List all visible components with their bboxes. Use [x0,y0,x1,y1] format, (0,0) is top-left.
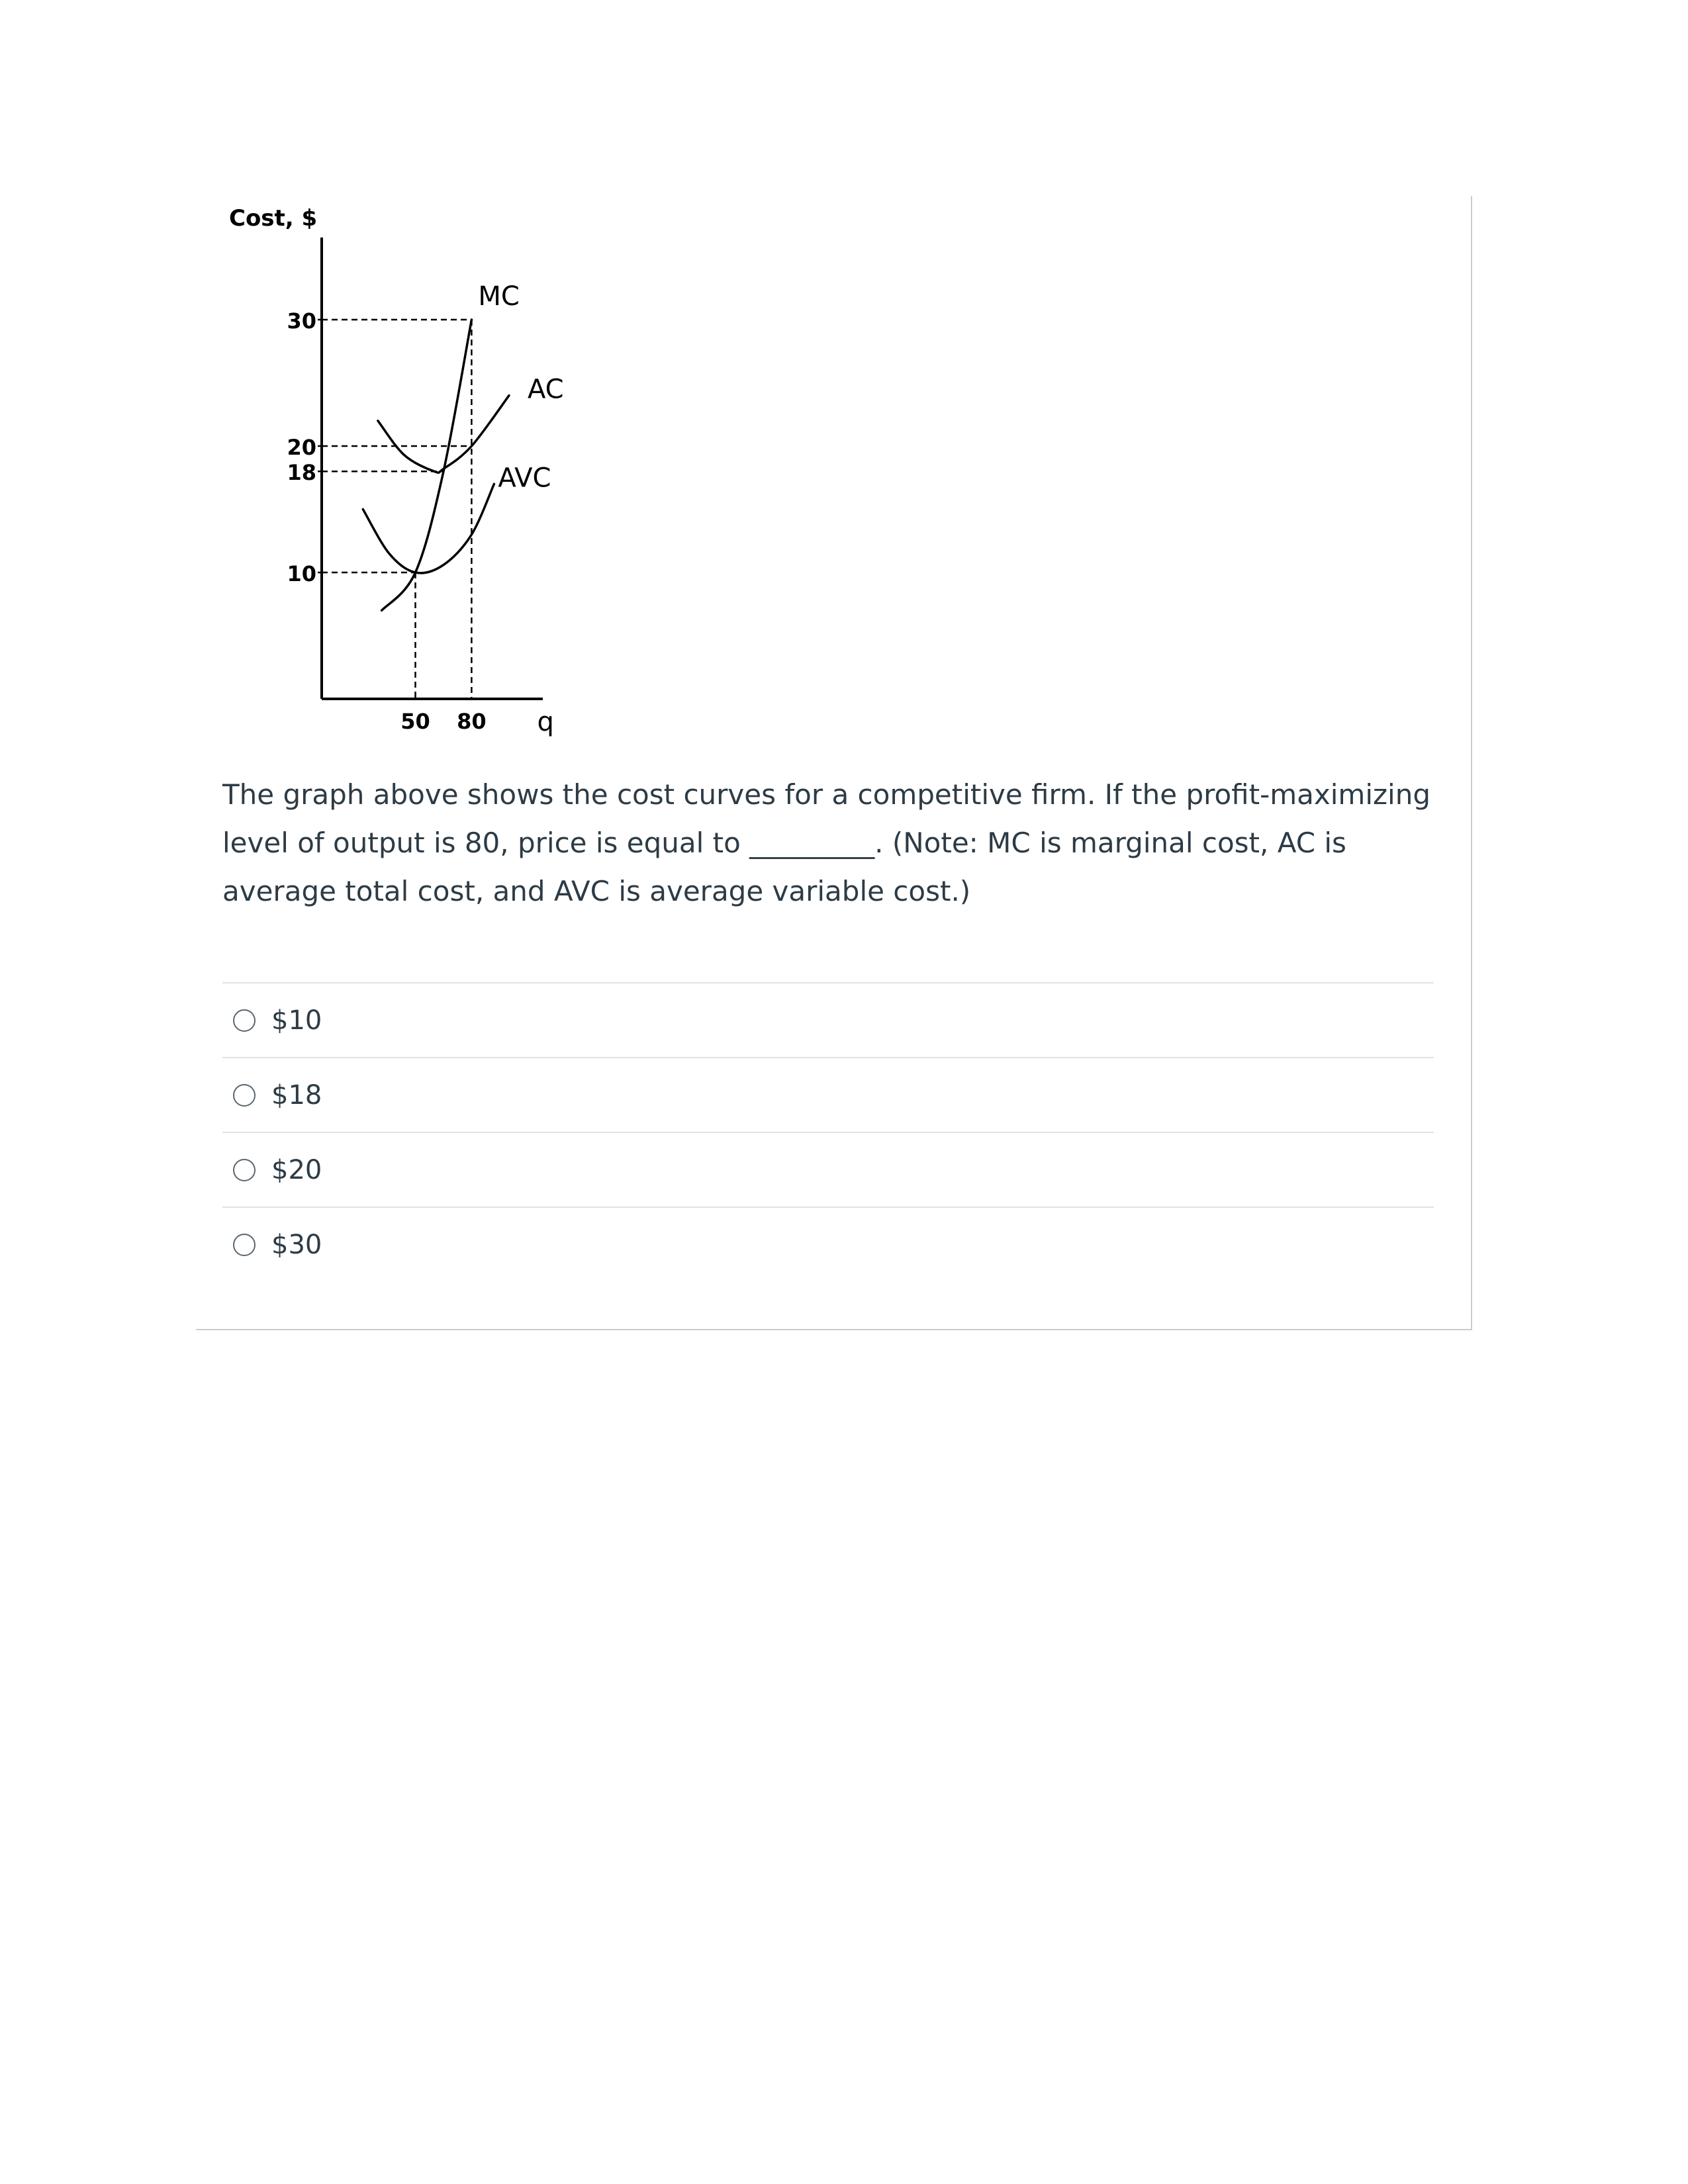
answer-label: $10 [271,1005,322,1036]
x-tick-label: 50 [400,709,430,734]
answer-label: $30 [271,1229,322,1260]
answer-label: $20 [271,1154,322,1185]
avc-curve [363,484,494,573]
question-card [196,196,1472,1330]
mc-curve [382,320,472,610]
answer-option[interactable] [222,1057,1434,1132]
radio-button-icon[interactable] [233,1159,256,1181]
y-tick-label: 18 [287,460,316,486]
answer-list [222,982,1434,1281]
cost-curves-graph [222,196,884,765]
y-tick-label: 20 [287,435,316,460]
radio-button-icon[interactable] [233,1009,256,1032]
y-axis-title: Cost, $ [229,205,318,232]
radio-button-icon[interactable] [233,1084,256,1107]
x-axis-title: q [537,707,554,737]
mc-label: MC [478,281,520,312]
answer-option[interactable] [222,1132,1434,1206]
avc-label: AVC [498,463,551,494]
ac-label: AC [528,374,564,405]
answer-option[interactable] [222,1206,1434,1281]
cost-curves-chart [222,196,884,765]
ac-curve [378,396,509,473]
answer-label: $18 [271,1079,322,1111]
y-tick-label: 30 [287,308,316,334]
x-tick-label: 80 [457,709,487,734]
question-text: The graph above shows the cost curves for a competitive firm. If the profit-maximizing level of output is 80, price is equal to _________. (Note: MC is marginal cost, AC is average total cost, and AVC is average variable cost.) [222,778,1430,907]
radio-button-icon[interactable] [233,1234,256,1256]
answer-option[interactable] [222,982,1434,1057]
y-tick-label: 10 [287,561,316,586]
